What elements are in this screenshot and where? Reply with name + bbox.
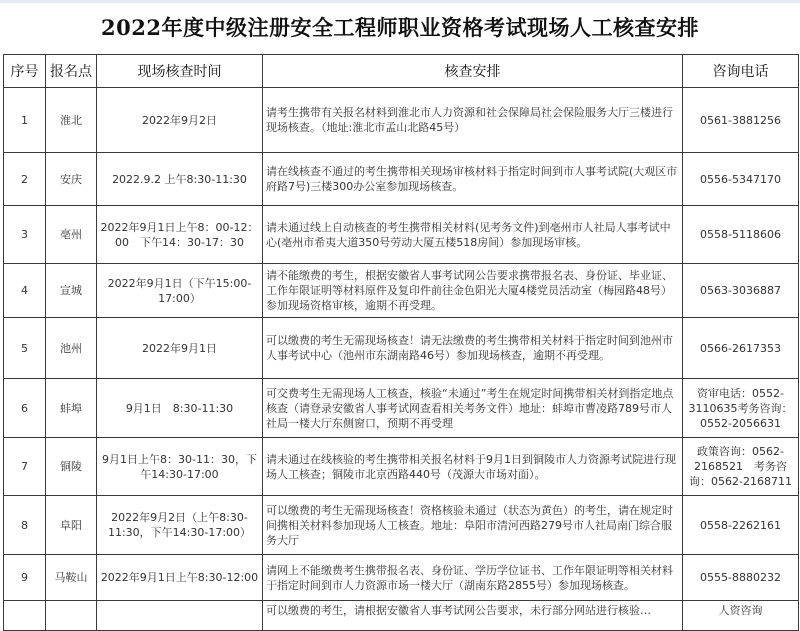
cell-no bbox=[4, 601, 46, 631]
cell-no: 9 bbox=[4, 555, 46, 601]
cell-phone: 0556-5347170 bbox=[683, 153, 799, 206]
cell-site: 蚌埠 bbox=[46, 379, 97, 438]
table-row bbox=[4, 318, 799, 379]
cell-arrangement: 请未通过在线核验的考生携带相关报名材料于9月1日到铜陵市人力资源考试院进行现场人工核查；铜陵市北京西路440号（茂源大市场对面）。 bbox=[263, 438, 683, 496]
cell-phone: 人资咨询 bbox=[683, 601, 799, 631]
table-row bbox=[4, 153, 799, 206]
cell-site: 亳州 bbox=[46, 206, 97, 264]
table-header-row bbox=[4, 55, 799, 88]
cell-phone: 0563-3036887 bbox=[683, 264, 799, 318]
cell-phone: 资审电话：0552-3110635考务咨询：0552-2056631 bbox=[683, 379, 799, 438]
cell-arrangement: 请在线核查不通过的考生携带相关现场审核材料于指定时间到市人事考试院(大观区市府路7号)三楼300办公室参加现场核查。 bbox=[263, 153, 683, 206]
cell-no: 6 bbox=[4, 379, 46, 438]
header-phone: 咨询电话 bbox=[683, 55, 799, 88]
cell-time: 2022年9月2日（上午8:30-11:30，下午14:30-17:00） bbox=[97, 496, 263, 555]
cell-arrangement: 请未通过线上自动核查的考生携带相关材料(见考务文件)到亳州市人社局人事考试中心(亳州市希夷大道350号劳动大厦五楼518房间）参加现场审核。 bbox=[263, 206, 683, 264]
cell-arrangement: 可以缴费的考生，请根据安徽省人事考试网公告要求，未行部分网站进行核验… bbox=[263, 601, 683, 631]
cell-time: 2022.9.2 上午8:30-11:30 bbox=[97, 153, 263, 206]
header-arrangement: 核查安排 bbox=[263, 55, 683, 88]
table-row bbox=[4, 88, 799, 153]
cell-arrangement: 请考生携带有关报名材料到淮北市人力资源和社会保障局社会保险服务大厅三楼进行现场核查。（地址:淮北市孟山北路45号） bbox=[263, 88, 683, 153]
cell-site: 铜陵 bbox=[46, 438, 97, 496]
cell-site: 阜阳 bbox=[46, 496, 97, 555]
cell-site: 淮北 bbox=[46, 88, 97, 153]
cell-time: 2022年9月2日 bbox=[97, 88, 263, 153]
table-row bbox=[4, 555, 799, 601]
cell-no: 4 bbox=[4, 264, 46, 318]
table-row bbox=[4, 438, 799, 496]
table-row bbox=[4, 206, 799, 264]
header-time: 现场核查时间 bbox=[97, 55, 263, 88]
cell-site: 池州 bbox=[46, 318, 97, 379]
header-no: 序号 bbox=[4, 55, 46, 88]
document-title: 2022年度中级注册安全工程师职业资格考试现场人工核查安排 bbox=[101, 15, 699, 40]
cell-no: 5 bbox=[4, 318, 46, 379]
cell-no: 7 bbox=[4, 438, 46, 496]
cell-arrangement: 可以缴费的考生无需现场核查！请无法缴费的考生携带相关材料于指定时间到池州市人事考试中心（池州市东湖南路46号）参加现场核查，逾期不再受理。 bbox=[263, 318, 683, 379]
cell-time: 2022年9月1日 bbox=[97, 318, 263, 379]
cell-phone: 0558-5118606 bbox=[683, 206, 799, 264]
header-site: 报名点 bbox=[46, 55, 97, 88]
cell-time: 2022年9月1日上午8:30-12:00 bbox=[97, 555, 263, 601]
cell-arrangement: 可交费考生无需现场人工核查，核验“未通过”考生在规定时间携带相关材到指定地点核查（请登录安徽省人事考试网查看相关考务文件）地址：蚌埠市曹凌路789号市人社局一楼大厅东侧窗口，预期不再受理 bbox=[263, 379, 683, 438]
cell-site bbox=[46, 601, 97, 631]
cell-site: 马鞍山 bbox=[46, 555, 97, 601]
cell-arrangement: 请网上不能缴费考生携带报名表、身份证、学历学位证书、工作年限证明等相关材料于指定时间到市人力资源市场一楼大厅（湖南东路2855号）参加现场核查。 bbox=[263, 555, 683, 601]
table-row bbox=[4, 496, 799, 555]
table-row-partial bbox=[4, 601, 799, 631]
table-row bbox=[4, 264, 799, 318]
cell-phone: 0561-3881256 bbox=[683, 88, 799, 153]
cell-site: 安庆 bbox=[46, 153, 97, 206]
schedule-table bbox=[3, 54, 799, 631]
cell-time: 9月1日上午8：30-11：30，下午14:30-17:00 bbox=[97, 438, 263, 496]
table-row bbox=[4, 379, 799, 438]
cell-phone: 政策咨询：0562-2168521 考务咨询：0562-2168711 bbox=[683, 438, 799, 496]
top-strip bbox=[0, 0, 800, 3]
cell-time: 2022年9月1日上午8：00-12：00 下午14：30-17：30 bbox=[97, 206, 263, 264]
cell-no: 1 bbox=[4, 88, 46, 153]
cell-time: 2022年9月1日（下午15:00-17:00） bbox=[97, 264, 263, 318]
cell-phone: 0566-2617353 bbox=[683, 318, 799, 379]
cell-no: 3 bbox=[4, 206, 46, 264]
cell-phone: 0555-8880232 bbox=[683, 555, 799, 601]
cell-phone: 0558-2262161 bbox=[683, 496, 799, 555]
cell-site: 宣城 bbox=[46, 264, 97, 318]
cell-no: 8 bbox=[4, 496, 46, 555]
cell-time bbox=[97, 601, 263, 631]
cell-arrangement: 可以缴费的考生无需现场核查！资格核验未通过（状态为黄色）的考生，请在规定时间携相关材料参加现场人工核查。地址：阜阳市清河西路279号市人社局南门综合服务大厅 bbox=[263, 496, 683, 555]
cell-no: 2 bbox=[4, 153, 46, 206]
cell-arrangement: 请不能缴费的考生，根据安徽省人事考试网公告要求携带报名表、身份证、毕业证、工作年限证明等材料原件及复印件前往金色阳光大厦4楼党员活动室（梅园路48号）参加现场资格审核，逾期不再受理。 bbox=[263, 264, 683, 318]
cell-time: 9月1日 8:30-11:30 bbox=[97, 379, 263, 438]
